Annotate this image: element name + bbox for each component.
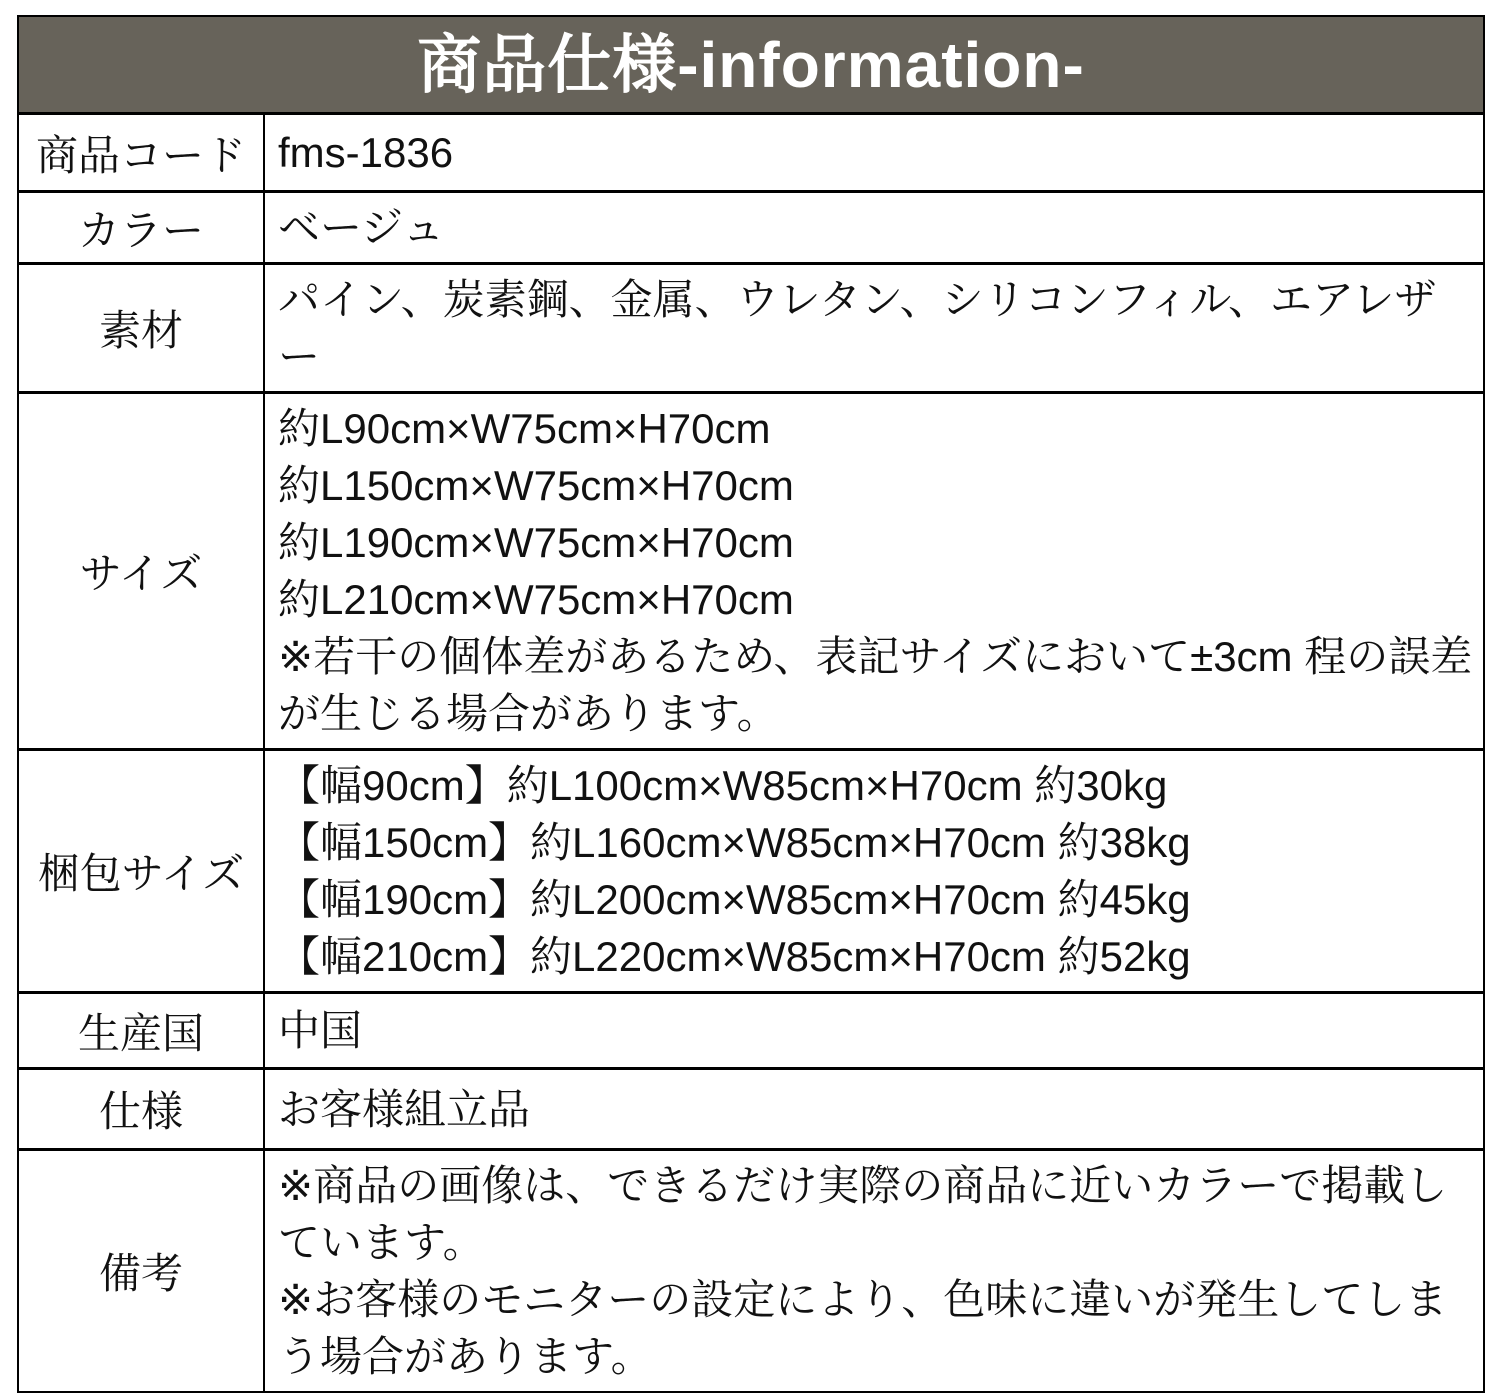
row-value-color bbox=[265, 193, 1483, 262]
value-line-note: ※お客様のモニターの設定により、色味に違いが発生してしまう場合があります。 bbox=[278, 1276, 1448, 1380]
value-line: fms-1836 bbox=[278, 129, 454, 176]
row-value-package-size bbox=[265, 751, 1483, 991]
product-spec-table bbox=[17, 15, 1485, 1393]
row-value-remarks bbox=[265, 1151, 1483, 1391]
value-line: お客様組立品 bbox=[278, 1085, 531, 1133]
row-value-product-code bbox=[265, 115, 1483, 190]
row-label-size: サイズ bbox=[19, 394, 265, 748]
row-label-material: 素材 bbox=[19, 265, 265, 391]
table-row-spec bbox=[19, 1070, 1483, 1151]
value-line: 中国 bbox=[278, 1007, 363, 1054]
row-value-size bbox=[265, 394, 1483, 748]
table-row-color bbox=[19, 193, 1483, 265]
row-value-material bbox=[265, 265, 1483, 391]
table-row-size bbox=[19, 394, 1483, 751]
table-title: 商品仕様-information- bbox=[417, 28, 1085, 101]
value-line: 【幅210cm】約L220cm×W85cm×H70cm 約52kg bbox=[278, 933, 1191, 980]
value-line: ベージュ bbox=[278, 204, 445, 251]
table-row-product-code bbox=[19, 115, 1483, 193]
table-row-material bbox=[19, 265, 1483, 394]
value-line-note: ※商品の画像は、できるだけ実際の商品に近いカラーで掲載しています。 bbox=[278, 1162, 1448, 1266]
value-line: 約L210cm×W75cm×H70cm bbox=[278, 576, 794, 623]
table-header bbox=[19, 17, 1483, 115]
value-line: 【幅90cm】約L100cm×W85cm×H70cm 約30kg bbox=[278, 762, 1168, 809]
value-line-note: ※若干の個体差があるため、表記サイズにおいて±3cm 程の誤差が生じる場合があります。 bbox=[278, 633, 1473, 737]
value-line: 約L150cm×W75cm×H70cm bbox=[278, 462, 794, 509]
row-label-package-size: 梱包サイズ bbox=[19, 751, 265, 991]
value-line: 約L190cm×W75cm×H70cm bbox=[278, 519, 794, 566]
value-line: 【幅190cm】約L200cm×W85cm×H70cm 約45kg bbox=[278, 876, 1191, 923]
table-row-remarks bbox=[19, 1151, 1483, 1391]
row-label-product-code: 商品コード bbox=[19, 115, 265, 190]
row-label-color: カラー bbox=[19, 193, 265, 262]
row-label-spec: 仕様 bbox=[19, 1070, 265, 1148]
table-row-package-size bbox=[19, 751, 1483, 994]
row-value-country bbox=[265, 994, 1483, 1067]
table-row-country bbox=[19, 994, 1483, 1070]
value-line: 【幅150cm】約L160cm×W85cm×H70cm 約38kg bbox=[278, 819, 1191, 866]
value-line: 約L90cm×W75cm×H70cm bbox=[278, 405, 771, 452]
row-label-country: 生産国 bbox=[19, 994, 265, 1067]
value-line: パイン、炭素鋼、金属、ウレタン、シリコンフィル、エアレザー bbox=[278, 276, 1437, 380]
row-value-spec bbox=[265, 1070, 1483, 1148]
row-label-remarks: 備考 bbox=[19, 1151, 265, 1391]
